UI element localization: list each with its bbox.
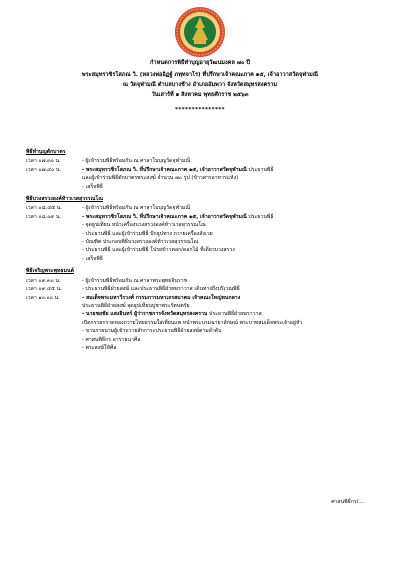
schedule-row	[26, 166, 376, 174]
schedule-row	[26, 302, 376, 310]
schedule-row	[26, 336, 376, 344]
ceremony-host-line: พระสมุทรวชิรโสภณ วิ. (หลวงพ่ออิฏฐ์ ภทฺทจาโร) ที่ปรึกษาเจ้าคณะภาค ๑๕, เจ้าอาวาสวัดจุฬามณี	[81, 72, 319, 78]
schedule-time	[26, 174, 82, 182]
continued-footer: ศาสนพิธีกร/....	[331, 499, 365, 505]
detail-text: - ผู้เข้าร่วมพิธีพร้อมกัน ณ ศาลาโบบุญวัดจุฬามณี	[82, 158, 191, 165]
schedule-section	[26, 267, 376, 352]
document-title: กำหนดการพิธีทำบุญอายุวัฒนมงคล ๗๐ ปี	[150, 60, 250, 66]
detail-text-bold: - พระสมุทรวชิรโสภณ วิ. ที่ปรึกษาเจ้าคณะภาค ๑๕, เจ้าอาวาสวัดจุฬามณี	[82, 166, 247, 173]
schedule-detail	[82, 310, 376, 318]
section-title: พิธีเจริญพระพุทธมนต์	[26, 268, 74, 275]
temple-seal-logo	[174, 6, 226, 58]
schedule-detail	[82, 166, 376, 174]
schedule-row	[26, 157, 376, 165]
schedule-row	[26, 277, 376, 285]
detail-text: ประธานพิธี	[246, 213, 274, 220]
detail-text: - ประธานพิธี และผู้เข้าร่วมพิธี ปักธูปทาง ถวายเครื่องสังเวย	[82, 230, 213, 237]
detail-text: ประธานพิธี	[246, 166, 274, 173]
detail-text-bold: - พระสมุทรวชิรโสภณ วิ. ที่ปรึกษาเจ้าคณะภาค ๑๕, เจ้าอาวาสวัดจุฬามณี	[82, 213, 247, 220]
schedule-detail	[82, 238, 376, 246]
schedule-detail	[82, 344, 376, 352]
schedule-time	[26, 230, 82, 238]
schedule-row	[26, 319, 376, 327]
detail-text: - ศาสนพิธีกร อาราธนาศีล	[82, 336, 141, 343]
document-header	[0, 58, 400, 115]
schedule-row	[26, 310, 376, 318]
schedule-row	[26, 204, 376, 212]
schedule-time	[26, 221, 82, 229]
schedule-time	[26, 302, 82, 310]
schedule-time	[26, 336, 82, 344]
schedule-time: เวลา ๐๘.๐๙ น.	[26, 213, 62, 220]
schedule-detail	[82, 204, 376, 212]
schedule-detail	[82, 230, 376, 238]
schedule-row	[26, 238, 376, 246]
schedule-time	[26, 327, 82, 335]
separator-stars: ***************	[175, 107, 225, 113]
schedule-detail	[82, 285, 376, 293]
detail-text: - เสร็จพิธี	[82, 183, 103, 190]
schedule-row	[26, 213, 376, 221]
detail-text: - จุดธูปเทียน หน้าเครื่องบวงสรวงองค์ท้าวเวสสุวรรณโณ	[82, 222, 206, 229]
schedule-detail	[82, 336, 376, 344]
detail-text: เปิดกรวยกราดทองถวายไทยธรรมใส่เทียนแพ หน้าพระบรมฉายาลักษณ์ พระบาทสมเด็จพระเจ้าอยู่หัว	[82, 319, 303, 326]
schedule-time: เวลา ๐๗.๔๐ น.	[26, 166, 62, 173]
detail-text: - บัณฑิต ประกอบพิธีบวงสรวงองค์ท้าวเวสสุวรรณโณ	[82, 239, 199, 246]
schedule-detail	[82, 327, 376, 335]
detail-text: - เสร็จพิธี	[82, 255, 103, 262]
schedule-row	[26, 246, 376, 254]
section-title: พิธีทำบุญตักบาตร	[26, 149, 66, 155]
detail-text: - ประธานพิธี และผู้เข้าร่วมพิธี โปรยข้าวตอก/ดอกไม้ ที่เดียวบวงสรวง	[82, 247, 235, 254]
schedule-detail	[82, 277, 376, 285]
detail-text-bold: - นายชยชัย แสงอินทร์ ผู้ว่าราชการจังหวัดสมุทรสงคราม	[82, 311, 208, 318]
detail-text: - ประธานพิธีฝ่ายสงฆ์ และประธานพิธีฝ่ายฆราวาส เดินทางถึงบริเวณพิธี	[82, 286, 240, 293]
schedule-detail	[82, 157, 376, 165]
ceremony-date: วันเสาร์ที่ ๑ สิงหาคม พุทธศักราช ๒๕๖๓	[151, 92, 249, 98]
detail-text: - ผู้เข้าร่วมพิธีพร้อมกัน ณ ศาลาโบบุญวัดจุฬามณี	[82, 205, 191, 212]
detail-text: - ผู้เข้าร่วมพิธีพร้อมกัน ณ ศาลาพระพุทธจินราช	[82, 277, 188, 284]
schedule-detail	[82, 302, 376, 310]
detail-text: และผู้เข้าร่วมพิธีตักบาตรพระสงฆ์ จำนวน ๗๐ รูป (ข้าวสารอาหารแห้ง)	[82, 175, 239, 182]
schedule-time: เวลา ๐๘.๔๕ น.	[26, 205, 62, 212]
detail-text: ประธานพิธีฝ่ายสงฆ์ จุดธูปเทียนบูชาพระรัตนตรัย	[82, 302, 190, 309]
schedule-row	[26, 285, 376, 293]
schedule-time	[26, 183, 82, 191]
schedule-time	[26, 238, 82, 246]
schedule-time	[26, 310, 82, 318]
schedule-time	[26, 246, 82, 254]
schedule-time: เวลา ๑๐.๐๐ น.	[26, 294, 60, 301]
section-title: พิธีบวงสรวงองค์ท้าวเวสสุวรรณโณ	[26, 196, 104, 203]
schedule-detail	[82, 213, 376, 221]
schedule-row	[26, 255, 376, 263]
detail-text-bold: - สมเด็จพระมหาวีรวงศ์ กรรมการมหาเถรสมาคม เจ้าคณะใหญ่หนกลาง	[82, 294, 241, 301]
schedule-detail	[82, 221, 376, 229]
schedule-time: เวลา ๐๙.๔๕ น.	[26, 286, 62, 293]
schedule-time: เวลา ๐๗.๓๐ น.	[26, 158, 61, 165]
schedule-time: เวลา ๐๙.๓๐ น.	[26, 277, 61, 284]
schedule-detail	[82, 246, 376, 254]
schedule-detail	[82, 319, 376, 327]
detail-text: - ขานรายนามผู้เข้าถวายสักการะประธานพิธีฝ่ายสงฆ์ตามลำดับ	[82, 328, 222, 335]
schedule-row	[26, 344, 376, 352]
detail-text: - พระสงฆ์ให้ศีล	[82, 344, 117, 351]
schedule-detail	[82, 294, 376, 302]
schedule-detail	[82, 174, 376, 182]
schedule-detail	[82, 255, 376, 263]
schedule-section	[26, 195, 376, 263]
schedule-row	[26, 230, 376, 238]
schedule-row	[26, 174, 376, 182]
schedule-row	[26, 221, 376, 229]
schedule-content	[26, 148, 376, 356]
schedule-row	[26, 294, 376, 302]
schedule-section	[26, 148, 376, 191]
schedule-row	[26, 183, 376, 191]
schedule-row	[26, 327, 376, 335]
detail-text: ประธานพิธีฝ่ายฆราวาส	[207, 311, 262, 318]
schedule-time	[26, 344, 82, 352]
schedule-time	[26, 255, 82, 263]
schedule-detail	[82, 183, 376, 191]
schedule-time	[26, 319, 82, 327]
location-line: ณ วัดจุฬามณี ตำบลบางช้าง อำเภออัมพวา จังหวัดสมุทรสงคราม	[122, 82, 278, 88]
